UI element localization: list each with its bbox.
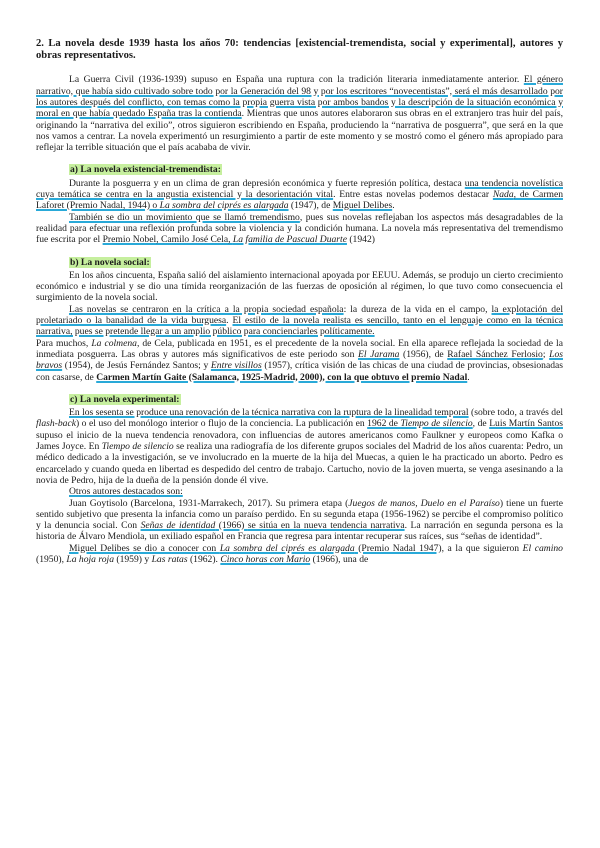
intro-underlined: El género narrativo, que había sido cultivado sobre todo por la Generación del 98 y por los escritores “novecentistas”, será el más desarrollado por los autores después del conflicto, con temas como la propia guerra vista por ambos bandos y la descripción de la situación económica y moral en que había quedado España tras la contienda — [36, 74, 564, 120]
section-c-paragraph-3: Juan Goytisolo (Barcelona, 1931-Marrakech, 2017). Su primera etapa (Juegos de manos, Duelo en el Paraíso) tiene un fuerte sentido subjetivo que presenta la infancia como un paraíso perdido. En su segunda etapa (1956-1962) se percibe el compromiso político y la denuncia social. Con Señas de identidad (1966) se sitúa en la nueva tendencia narrativa. La narración en segunda persona es la historia de Álvaro Mendiola, un exiliado español en Francia que regresa para intentar recuperar sus raíces, sus “señas de identidad”. — [36, 497, 564, 543]
section-b-heading: b) La novela social: — [70, 256, 150, 268]
document-page — [36, 38, 563, 565]
section-b-paragraph-2: Las novelas se centraron en la crítica a la propia sociedad española: la dureza de la vida en el campo, la explotación del proletariado o la banalidad de la vida burguesa. El estilo de la novela realista es sencillo, tanto en el lenguaje como en la técnica narrativa, pues se pretende llegar a un amplio público para concienciarles políticamente. — [36, 303, 563, 338]
section-b-paragraph-3: Para muchos, La colmena, de Cela, publicada en 1951, es el precedente de la novela social. En ella aparece reflejada la sociedad de la inmediata posguerra. Las obras y autores más significativos de este periodo son El Jarama (1956), de Rafael Sánchez Ferlosio; Los bravos (1954), de Jesús Fernández Santos; y Entre visillos (1957), crítica visión de las chicas de una ciudad de provincias, obsesionadas con casarse, de Carmen Martín Gaite (Salamanca, 1925-Madrid, 2000), con la que obtuvo el premio Nadal. — [36, 337, 563, 383]
section-c-paragraph-4: Miguel Delibes se dio a conocer con La sombra del ciprés es alargada (Premio Nadal 1947), a la que siguieron El camino (1950), La hoja roja (1959) y Las ratas (1962). Cinco horas con Mario (1966), una de — [36, 542, 563, 565]
section-a-paragraph-1: Durante la posguerra y en un clima de gran depresión económica y fuerte represión política, destaca una tendencia novelística cuya temática se centra en la angustia existencial y la desorientación vital. Entre estas novelas podemos destacar Nada, de Carmen Laforet (Premio Nadal, 1944) o La sombra del ciprés es alargada (1947), de Miguel Delibes. — [36, 177, 564, 212]
intro-paragraph — [36, 74, 563, 153]
intro-text-2: . Mientras que unos autores elaboraron sus obras en el extranjero tras huir del país, originando la “narrativa del exilio”, otros siguieron escribiendo en España, produciendo la “narrativa de posguerra”, que será en la que nos vamos a centrar. La novela experimentó un resurgimiento a partir de este momento y se mostró como el género más apropiado para reflejar la terrible situación que el país acababa de vivir. — [36, 108, 563, 154]
intro-text-1: La Guerra Civil (1936-1939) supuso en España una ruptura con la tradición literaria inmediatamente anterior. — [69, 74, 524, 86]
section-a-heading: a) La novela existencial-tremendista: — [70, 164, 221, 176]
section-a-paragraph-2: También se dio un movimiento que se llamó tremendismo, pues sus novelas reflejaban los aspectos más desagradables de la realidad para efectuar una reflexión profunda sobre la violencia y la condición humana. La novela más representativa del tremendismo fue escrita por el Premio Nobel, Camilo José Cela, La familia de Pascual Duarte (1942) — [36, 211, 563, 246]
section-c-heading: c) La novela experimental: — [70, 393, 180, 405]
section-b-paragraph-1: En los años cincuenta, España salió del aislamiento internacional apoyada por EEUU. Además, se produjo un cierto crecimiento económico e industrial y se dio una tímida reorganización de las fuerzas de oposición al régimen, lo que tuvo como consecuencia el surgimiento de la novela social. — [36, 269, 563, 304]
section-c-paragraph-2: Otros autores destacados son: — [69, 486, 183, 498]
section-c-paragraph-1: En los sesenta se produce una renovación de la técnica narrativa con la ruptura de la linealidad temporal (sobre todo, a través del flash-back) o el uso del monólogo interior o flujo de la conciencia. La publicación en 1962 de Tiempo de silencio, de Luis Martín Santos supuso el inicio de la nueva tendencia renovadora, con influencias de autores americanos como Faulkner y europeos como Kafka o James Joyce. En Tiempo de silencio se realiza una radiografía de los diferente grupos sociales del Madrid de los años cuarenta: Pedro, un médico dedicado a la investigación, se ve involucrado en la muerte de la hija del Muecas, a quien le ha practicado un aborto. Pedro es encarcelado y cuando queda en libertad es despedido del centro de trabajo. Cartucho, novio de la joven muerta, se venga asesinando a la novia de Pedro, hija de la dueña de la pensión donde él vive. — [36, 407, 563, 486]
document-title: 2. La novela desde 1939 hasta los años 70: tendencias [existencial-tremendista, social y experimental], autores y obras representativos. — [36, 38, 563, 62]
